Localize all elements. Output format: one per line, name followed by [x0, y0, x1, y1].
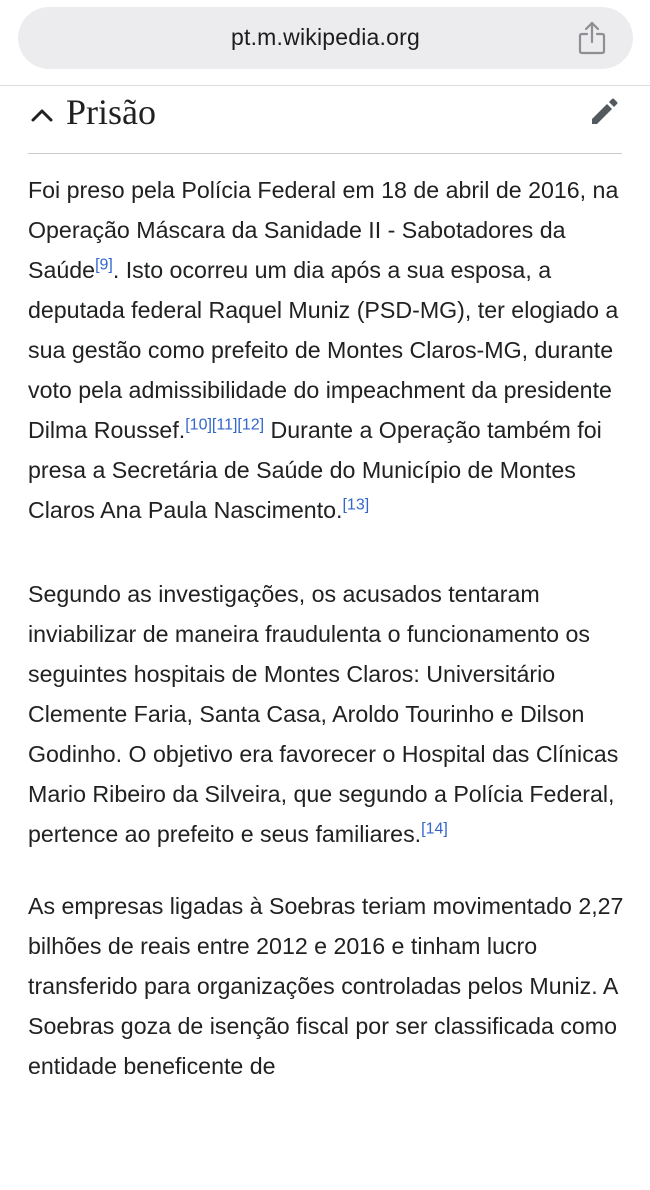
browser-topbar: [0, 0, 650, 86]
address-bar[interactable]: [18, 7, 633, 69]
reference-link[interactable]: [14]: [421, 820, 448, 838]
chevron-up-icon[interactable]: [30, 105, 54, 125]
url-text[interactable]: pt.m.wikipedia.org: [231, 24, 420, 50]
paragraph-text: Segundo as investigações, os acusados tentaram inviabilizar de maneira fraudulenta o funcionamento os seguintes hospitais de Montes Claros: Universitário Clemente Faria, Santa Casa, Aroldo Tourinho e Dilson Godinho. O objetivo era favorecer o Hospital das Clínicas Mario Ribeiro da Silveira, que segundo a Polícia Federal, pertence ao prefeito e seus familiares.: [28, 581, 619, 847]
paragraph: [28, 170, 628, 530]
reference-link[interactable]: [12]: [237, 416, 265, 434]
share-icon[interactable]: [577, 21, 607, 55]
paragraph-text: Foi preso pela Polícia Federal em 18 de abril de 2016, na Operação Máscara da Sanidade II - Sabotadores da Saúde: [28, 177, 619, 283]
section-title[interactable]: Prisão: [66, 92, 156, 132]
reference-link[interactable]: [10]: [185, 416, 212, 434]
reference-link[interactable]: [13]: [342, 496, 370, 514]
paragraph: [28, 886, 628, 1086]
paragraph-text: As empresas ligadas à Soebras teriam movimentado 2,27 bilhões de reais entre 2012 e 2016 e tinham lucro transferido para organizações controladas pelos Muniz. A Soebras goza de isenção fiscal por ser classificada como entidade beneficente de: [28, 893, 624, 1079]
section-header[interactable]: [28, 88, 622, 154]
reference-link[interactable]: [9]: [95, 256, 113, 274]
pencil-icon[interactable]: [588, 96, 620, 128]
reference-link[interactable]: [11]: [211, 416, 238, 434]
paragraph-text: Durante a Operação também foi presa a Secretária de Saúde do Município de Montes Claros Ana Paula Nascimento.: [28, 417, 602, 523]
paragraph: [28, 574, 628, 854]
article-content: [28, 170, 628, 1118]
paragraph-text: . Isto ocorreu um dia após a sua esposa, a deputada federal Raquel Muniz (PSD-MG), ter elogiado a sua gestão como prefeito de Montes Claros-MG, durante voto pela admissibilidade do impeachment da presidente Dilma Roussef.: [28, 257, 619, 443]
